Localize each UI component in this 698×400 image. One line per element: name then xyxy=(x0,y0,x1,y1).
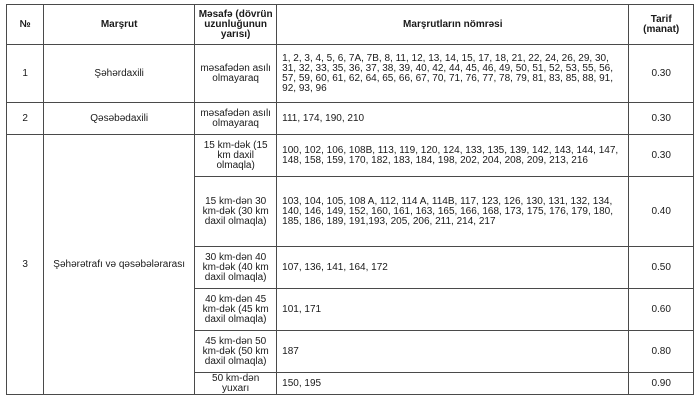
row-number: 2 xyxy=(7,103,44,135)
table-row xyxy=(7,45,694,103)
row-number: 3 xyxy=(7,135,44,395)
tariff-value: 0.30 xyxy=(629,135,694,177)
distance-cell: məsafədən asılı olmayaraq xyxy=(195,103,277,135)
route-name: Şəhərətrafı və qəsəbələrarası xyxy=(44,135,195,395)
route-numbers: 107, 136, 141, 164, 172 xyxy=(277,247,629,289)
header-tariff: Tarif (manat) xyxy=(629,5,694,45)
route-numbers: 100, 102, 106, 108B, 113, 119, 120, 124, 133, 135, 139, 142, 143, 144, 147, 148, 158, 159, 170, 182, 183, 184, 198, 202, 204, 208, 209, 213, 216 xyxy=(277,135,629,177)
distance-cell: 50 km-dən yuxarı xyxy=(195,373,277,395)
tariff-value: 0.50 xyxy=(629,247,694,289)
distance-cell: 40 km-dən 45 km-dək (45 km daxil olmaqla) xyxy=(195,289,277,331)
distance-cell: 45 km-dən 50 km-dək (50 km daxil olmaqla) xyxy=(195,331,277,373)
header-route: Marşrut xyxy=(44,5,195,45)
tariff-value: 0.90 xyxy=(629,373,694,395)
route-name: Qəsəbədaxili xyxy=(44,103,195,135)
distance-cell: 15 km-dək (15 km daxil olmaqla) xyxy=(195,135,277,177)
header-no: № xyxy=(7,5,44,45)
route-numbers: 150, 195 xyxy=(277,373,629,395)
tariff-value: 0.60 xyxy=(629,289,694,331)
route-numbers: 111, 174, 190, 210 xyxy=(277,103,629,135)
tariff-value: 0.30 xyxy=(629,45,694,103)
header-distance: Məsafə (dövrün uzunluğunun yarısı) xyxy=(195,5,277,45)
route-name: Şəhərdaxili xyxy=(44,45,195,103)
route-numbers: 187 xyxy=(277,331,629,373)
route-numbers: 103, 104, 105, 108 A, 112, 114 A, 114B, 117, 123, 126, 130, 131, 132, 134, 140, 146, 149, 152, 160, 161, 163, 165, 166, 168, 173, 175, 176, 179, 180, 185, 186, 189, 191,193, 205, 206, 211, 214, 217 xyxy=(277,177,629,247)
tariff-value: 0.40 xyxy=(629,177,694,247)
table-row xyxy=(7,103,694,135)
tariff-value: 0.30 xyxy=(629,103,694,135)
table-row xyxy=(7,135,694,177)
header-row xyxy=(7,5,694,45)
route-numbers: 101, 171 xyxy=(277,289,629,331)
header-route-numbers: Marşrutların nömrəsi xyxy=(277,5,629,45)
distance-cell: 15 km-dən 30 km-dək (30 km daxil olmaqla) xyxy=(195,177,277,247)
distance-cell: 30 km-dən 40 km-dək (40 km daxil olmaqla) xyxy=(195,247,277,289)
distance-cell: məsafədən asılı olmayaraq xyxy=(195,45,277,103)
route-numbers: 1, 2, 3, 4, 5, 6, 7A, 7B, 8, 11, 12, 13, 14, 15, 17, 18, 21, 22, 24, 26, 29, 30, 31, 32, 33, 35, 36, 37, 38, 39, 40, 42, 44, 45, 46, 49, 50, 51, 52, 53, 55, 56, 57, 59, 60, 61, 62, 64, 65, 66, 67, 70, 71, 76, 77, 78, 79, 81, 83, 85, 88, 91, 92, 93, 96 xyxy=(277,45,629,103)
tariff-value: 0.80 xyxy=(629,331,694,373)
tariff-table xyxy=(6,4,694,395)
row-number: 1 xyxy=(7,45,44,103)
